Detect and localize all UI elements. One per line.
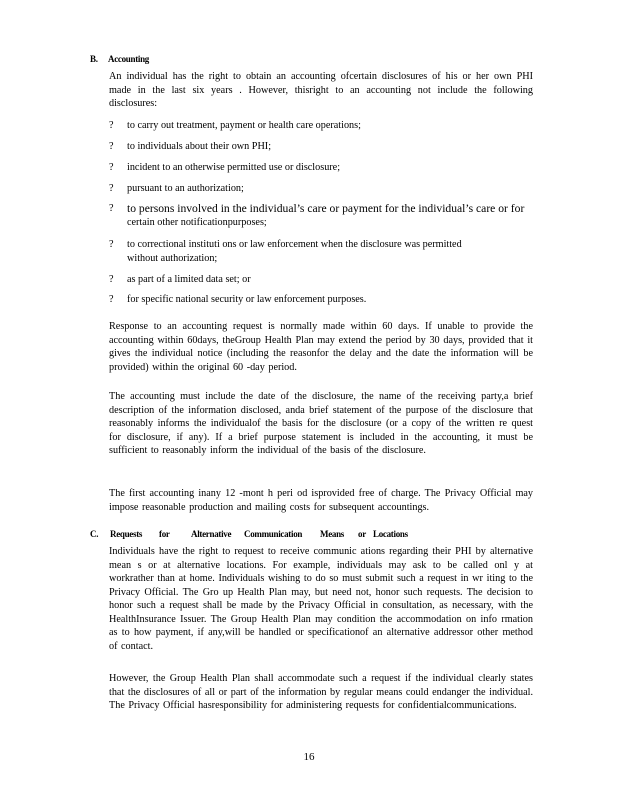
section-b-content-paragraph: The accounting must include the date of the disclosure, the name of the receiving party,a brief description of the information disclosed, anda brief statement of the purpose of the disclosure that reasonably informs the individualof the basis for the disclosure (or a copy of the written re quest for disclosure, if any). If a brief purpose statement is included in the accounting, it must be sufficient to reasonably inform the individual of the basis of the disclosure. [109,391,533,456]
section-c-title-word: Alternative [191,529,232,539]
bullet-item [109,140,539,154]
section-b-heading [90,54,149,64]
bullet-text: to persons involved in the individual’s care or payment for the individual’s care or for [127,202,525,215]
bullet-text: pursuant to an authorization; [127,183,244,194]
section-c-title-word: for [159,529,170,539]
section-c-title-word: Locations [373,529,408,539]
bullet-glyph: ? [109,294,114,305]
bullet-glyph: ? [109,162,114,173]
section-b-first-accounting-paragraph: The first accounting inany 12 -mont h peri od isprovided free of charge. The Privacy Official may impose reasonable production and mailing costs for subsequent accountings. [109,488,533,513]
bullet-glyph: ? [109,120,114,131]
bullet-text: as part of a limited data set; or [127,274,251,285]
section-c-title-word: Communication [244,529,303,539]
section-c-title-word: or [358,529,366,539]
bullet-item [109,273,539,287]
bullet-item [109,293,539,307]
section-b-intro: An individual has the right to obtain an accounting ofcertain disclosures of his or her own PHI made in the last six years . However, thisright to an accounting not include the following disclosures: [109,71,533,109]
bullet-glyph: ? [109,239,114,250]
bullet-glyph: ? [109,183,114,194]
bullet-item [109,182,539,196]
page-number: 16 [303,751,315,763]
bullet-text-continuation: without authorization; [127,252,218,264]
section-c-heading [90,529,408,539]
bullet-text: to carry out treatment, payment or health care operations; [127,120,361,131]
section-c-however-paragraph: However, the Group Health Plan shall accommodate such a request if the individual clearly states that the disclosures of all or part of the information by regular means could endanger the individual. The Privacy Official hasresponsibility for administering requests for confidentialcommunications. [109,673,533,711]
bullet-text-continuation: certain other notificationpurposes; [127,216,267,228]
bullet-item [109,161,539,175]
bullet-text: for specific national security or law enforcement purposes. [127,294,367,305]
section-c-letter: C. [90,529,99,539]
bullet-glyph: ? [109,274,114,285]
bullet-text: incident to an otherwise permitted use or disclosure; [127,162,341,173]
bullet-text: to correctional instituti ons or law enforcement when the disclosure was permitted [127,239,462,250]
section-c-individuals-paragraph: Individuals have the right to request to receive communic ations regarding their PHI by alternative mean s or at alternative locations. For example, individuals may ask to be called onl y at workrather than at home. Individuals wishing to do so must submit such a request in wr iting to the Privacy Official. The Gro up Health Plan may, but need not, honor such requests. The decision to honor such a request shall be made by the Privacy Official in consultation, as necessary, with the HealthInsurance Issuer. The Group Health Plan may condition the accommodation on info rmation as to how payment, if any,will be handled or specificationof an alternative addressor other method of contact. [109,546,533,652]
section-c-title-word: Means [320,529,344,539]
bullet-item [109,202,539,229]
bullet-glyph: ? [109,141,114,152]
bullet-text: to individuals about their own PHI; [127,141,272,152]
section-b-letter: B. [90,54,98,64]
section-c-title-word: Requests [110,529,143,539]
bullet-item [109,119,539,133]
bullet-item [109,238,539,265]
section-b-response-paragraph: Response to an accounting request is normally made within 60 days. If unable to provide the accounting within 60days, theGroup Health Plan may extend the period by 30 days, provided that it gives the individual notice (including the reasonfor the delay and the date the information will be provided) within the original 60 -day period. [109,321,533,373]
bullet-glyph: ? [109,203,114,214]
section-b-title: Accounting [108,54,150,64]
